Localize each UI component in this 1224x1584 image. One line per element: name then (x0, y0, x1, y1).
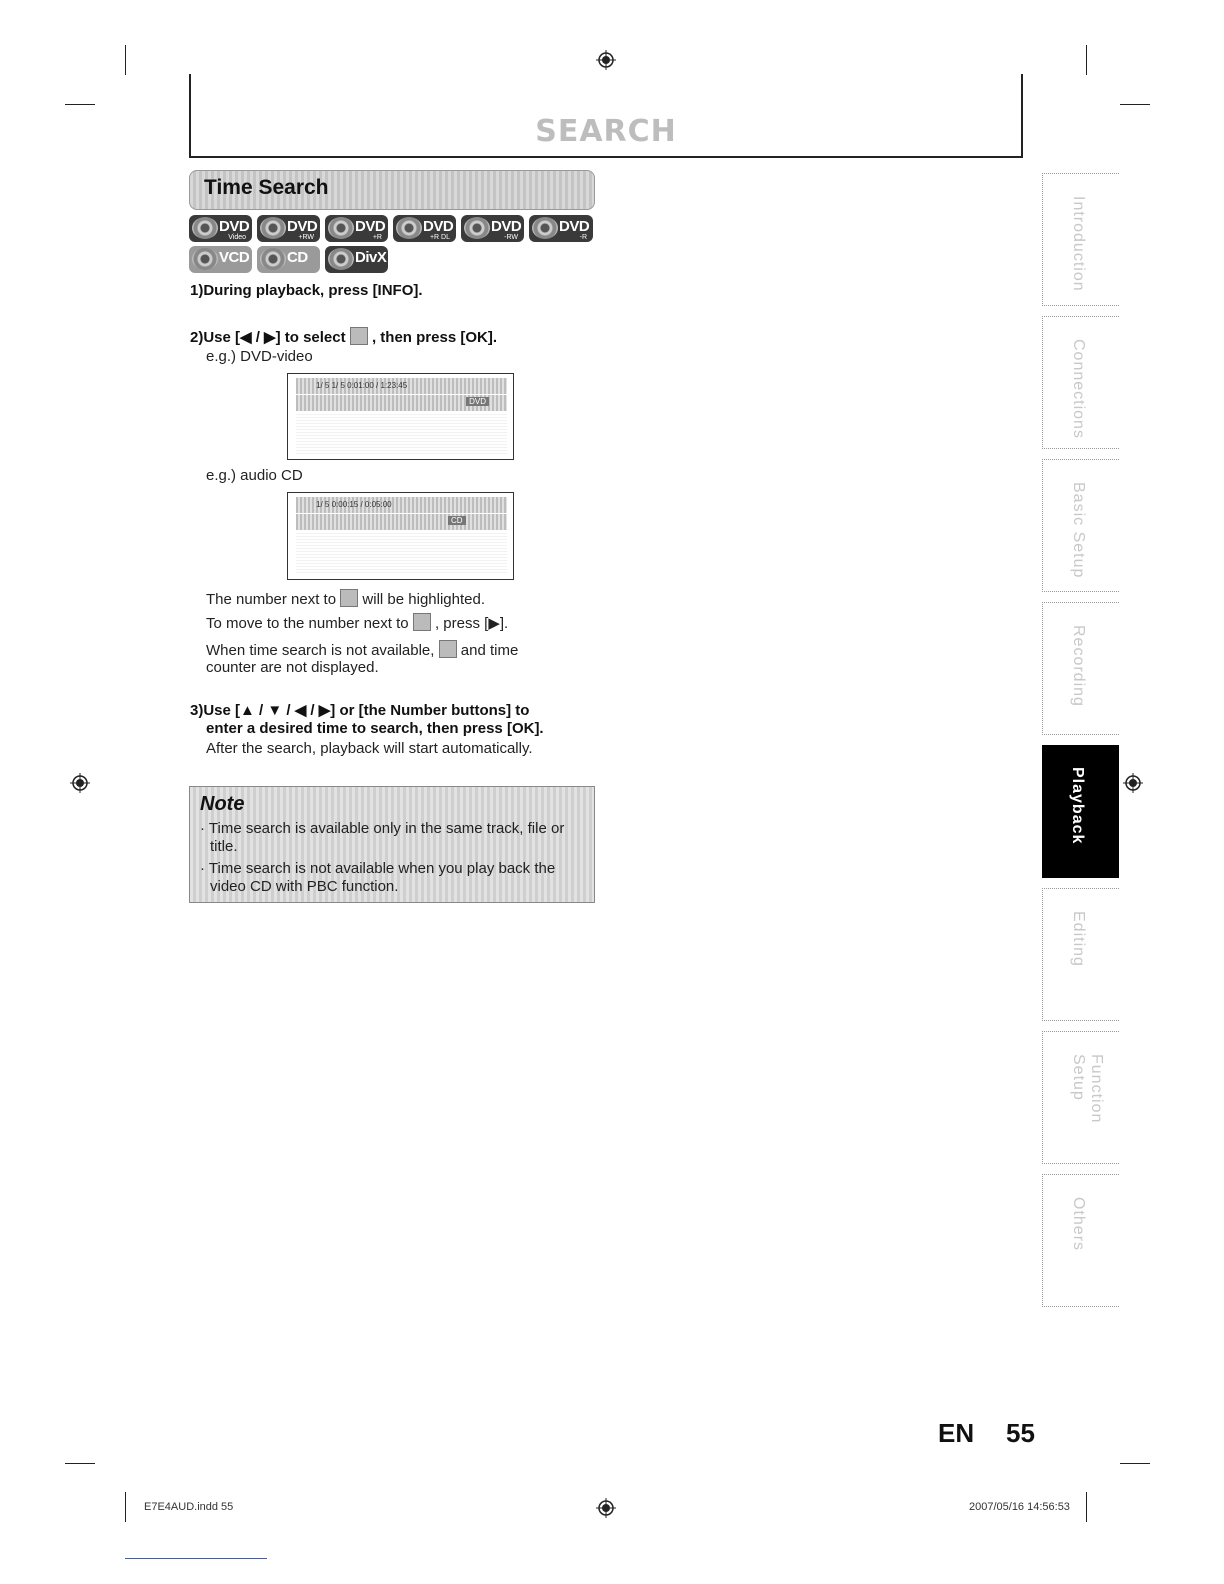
disc-icon (260, 248, 286, 270)
step-1: 1)During playback, press [INFO]. (190, 282, 423, 299)
screen-fade (296, 533, 507, 573)
note-line-2: title. (210, 838, 238, 855)
time-search-icon (350, 327, 368, 345)
disc-icon (532, 217, 558, 239)
paragraph-unavailable-cont: counter are not displayed. (206, 659, 379, 676)
dvd-info-bar-icons (296, 395, 507, 411)
step-3-line-2: enter a desired time to search, then press [OK]. (206, 720, 544, 737)
crop-mark (1086, 1492, 1087, 1522)
section-header (189, 170, 595, 210)
cd-info-bar-top (296, 497, 507, 513)
dvd-minus-rw-badge: DVD -RW (461, 215, 524, 242)
divx-badge: DivX (325, 246, 388, 273)
step-3-line-1: 3)Use [▲ / ▼ / ◀ / ▶] or [the Number buttons] to (190, 702, 530, 719)
crop-mark (65, 104, 95, 105)
footer-rule (125, 1558, 267, 1559)
note-line-1: · Time search is available only in the same track, file or (200, 820, 565, 837)
tab-editing[interactable]: Editing (1042, 888, 1119, 1021)
dvd-plus-rw-badge: DVD +RW (257, 215, 320, 242)
dvd-minus-r-badge: DVD -R (529, 215, 593, 242)
registration-mark-icon (1123, 773, 1143, 793)
clock-icon (413, 613, 431, 631)
crop-mark (125, 1492, 126, 1522)
footer-timestamp: 2007/05/16 14:56:53 (969, 1501, 1070, 1513)
footer-filename: E7E4AUD.indd 55 (144, 1501, 234, 1513)
paragraph-move: To move to the number next to , press [▶]. (206, 615, 509, 632)
dvd-plus-r-badge: DVD +R (325, 215, 388, 242)
disc-icon (328, 217, 354, 239)
tab-introduction[interactable]: Introduction (1042, 173, 1119, 306)
disc-icon (328, 248, 354, 270)
tab-connections[interactable]: Connections (1042, 316, 1119, 449)
section-title: Time Search (204, 176, 329, 199)
registration-mark-icon (596, 1498, 616, 1518)
dvd-plus-r-dl-badge: DVD +R DL (393, 215, 456, 242)
paragraph-highlight: The number next to will be highlighted. (206, 591, 485, 608)
registration-mark-icon (70, 773, 90, 793)
tab-playback[interactable]: Playback (1042, 745, 1119, 878)
dvd-video-badge: DVD Video (189, 215, 252, 242)
crop-mark (125, 45, 126, 75)
clock-icon (439, 640, 457, 658)
language-label: EN (938, 1418, 975, 1448)
tab-recording[interactable]: Recording (1042, 602, 1119, 735)
step-2-text-b: , then press [OK]. (371, 329, 497, 346)
example-dvd-label: e.g.) DVD-video (206, 348, 313, 365)
page-title: SEARCH (535, 114, 677, 149)
disc-icon (192, 248, 218, 270)
registration-mark-icon (596, 50, 616, 70)
crop-mark (65, 1463, 95, 1464)
disc-icon (396, 217, 422, 239)
disc-icon (192, 217, 218, 239)
note-box (189, 786, 595, 903)
tab-others[interactable]: Others (1042, 1174, 1119, 1307)
disc-icon (260, 217, 286, 239)
example-cd-label: e.g.) audio CD (206, 467, 303, 484)
step-2 (190, 327, 497, 346)
cd-counter-text: 1/ 5 0:00:15 / 0:05:00 (316, 500, 392, 509)
note-line-4: video CD with PBC function. (210, 878, 399, 895)
step-2-text-a: 2)Use [◀ / ▶] to select (190, 329, 346, 346)
note-line-3: · Time search is not available when you play back the (200, 860, 556, 877)
step-3-detail: After the search, playback will start automatically. (206, 740, 533, 757)
note-title: Note (200, 793, 245, 815)
vcd-badge: VCD (189, 246, 252, 273)
cd-info-screen (287, 492, 514, 580)
dvd-info-screen (287, 373, 514, 460)
cd-info-bar-icons (296, 514, 507, 530)
clock-icon (340, 589, 358, 607)
crop-mark (1120, 104, 1150, 105)
screen-fade (296, 414, 507, 454)
crop-mark (1086, 45, 1087, 75)
dvd-info-bar-top (296, 378, 507, 394)
tab-basic-setup[interactable]: Basic Setup (1042, 459, 1119, 592)
cd-tag: CD (448, 516, 466, 525)
title-frame (189, 74, 1023, 158)
dvd-counter-text: 1/ 5 1/ 5 0:01:00 / 1:23:45 (316, 381, 408, 390)
page-number: 55 (1006, 1418, 1035, 1448)
dvd-tag: DVD (466, 397, 489, 406)
disc-icon (464, 217, 490, 239)
paragraph-unavailable: When time search is not available, and time (206, 642, 519, 659)
tab-function-setup[interactable]: Function Setup (1042, 1031, 1119, 1164)
cd-badge: CD (257, 246, 320, 273)
crop-mark (1120, 1463, 1150, 1464)
